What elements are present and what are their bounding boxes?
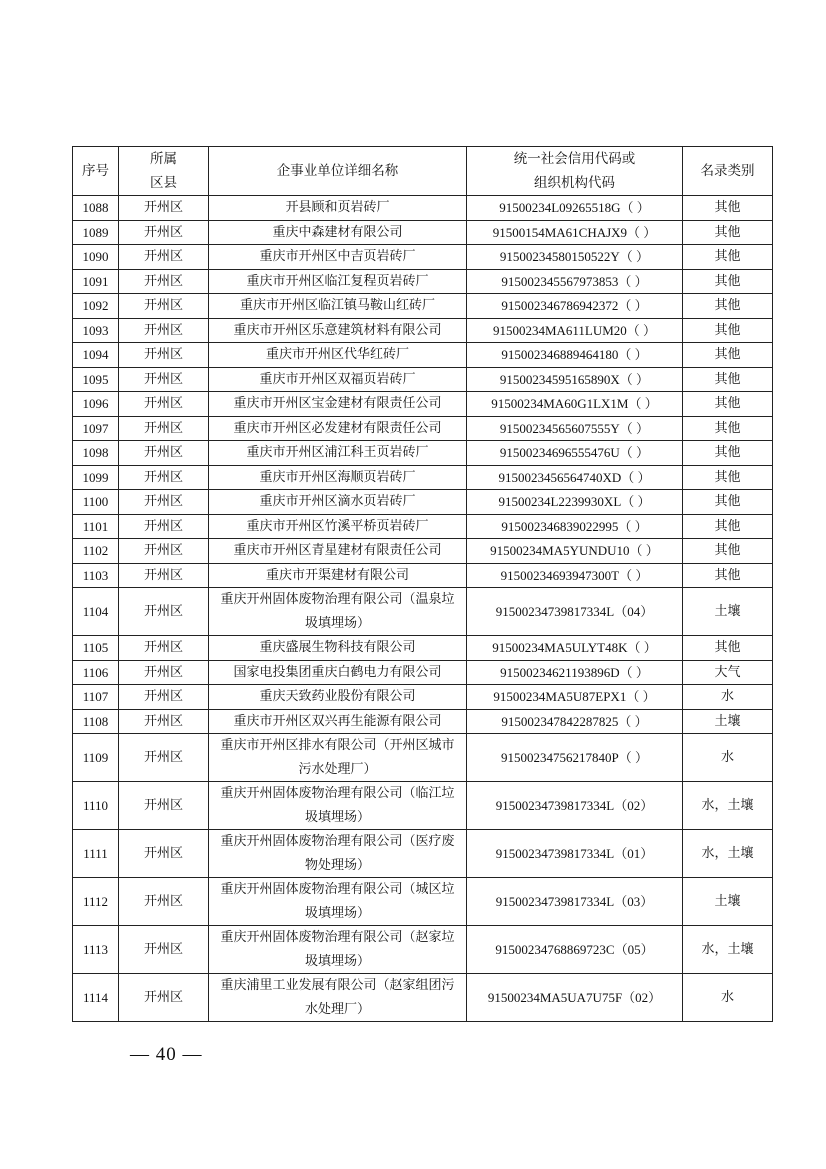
county-cell: 开州区 — [119, 734, 209, 782]
company-name-cell: 国家电投集团重庆白鹤电力有限公司 — [209, 660, 467, 685]
county-cell: 开州区 — [119, 269, 209, 294]
company-name-cell: 重庆中森建材有限公司 — [209, 220, 467, 245]
category-cell: 其他 — [683, 196, 773, 221]
serial-cell: 1095 — [73, 367, 119, 392]
serial-cell: 1106 — [73, 660, 119, 685]
credit-code-cell: 91500234565607555Y（ ） — [467, 416, 683, 441]
category-cell: 其他 — [683, 441, 773, 466]
category-cell: 水，土壤 — [683, 782, 773, 830]
company-name-cell: 重庆市开州区代华红砖厂 — [209, 343, 467, 368]
table-row — [73, 318, 773, 343]
serial-cell: 1102 — [73, 539, 119, 564]
company-name-cell: 重庆市开州区竹溪平桥页岩砖厂 — [209, 514, 467, 539]
company-name-cell: 重庆市开州区临江镇马鞍山红砖厂 — [209, 294, 467, 319]
county-cell: 开州区 — [119, 660, 209, 685]
company-name-cell: 重庆市开州区中吉页岩砖厂 — [209, 245, 467, 270]
table-row — [73, 367, 773, 392]
header-credit-code: 统一社会信用代码或 组织机构代码 — [467, 147, 683, 196]
credit-code-cell: 91500234MA611LUM20（ ） — [467, 318, 683, 343]
company-name-cell: 重庆市开州区排水有限公司（开州区城市污水处理厂） — [209, 734, 467, 782]
county-cell: 开州区 — [119, 343, 209, 368]
table-row — [73, 416, 773, 441]
table-row — [73, 878, 773, 926]
category-cell: 水，土壤 — [683, 830, 773, 878]
serial-cell: 1096 — [73, 392, 119, 417]
directory-table — [72, 146, 773, 1022]
credit-code-cell: 91500234L09265518G（ ） — [467, 196, 683, 221]
table-row — [73, 269, 773, 294]
table-row — [73, 636, 773, 661]
category-cell: 其他 — [683, 490, 773, 515]
category-cell: 水，土壤 — [683, 926, 773, 974]
category-cell: 其他 — [683, 416, 773, 441]
company-name-cell: 重庆市开州区青星建材有限责任公司 — [209, 539, 467, 564]
county-cell: 开州区 — [119, 588, 209, 636]
county-cell: 开州区 — [119, 636, 209, 661]
table-row — [73, 709, 773, 734]
serial-cell: 1101 — [73, 514, 119, 539]
category-cell: 其他 — [683, 514, 773, 539]
table-row — [73, 245, 773, 270]
credit-code-cell: 91500234595165890X（ ） — [467, 367, 683, 392]
credit-code-cell: 91500234L2239930XL（ ） — [467, 490, 683, 515]
table-row — [73, 465, 773, 490]
company-name-cell: 重庆开州固体废物治理有限公司（温泉垃圾填埋场） — [209, 588, 467, 636]
table-row — [73, 830, 773, 878]
company-name-cell: 重庆市开州区必发建材有限责任公司 — [209, 416, 467, 441]
category-cell: 其他 — [683, 294, 773, 319]
county-cell: 开州区 — [119, 220, 209, 245]
credit-code-cell: 91500234756217840P（ ） — [467, 734, 683, 782]
table-row — [73, 392, 773, 417]
category-cell: 其他 — [683, 220, 773, 245]
credit-code-cell: 91500154MA61CHAJX9（ ） — [467, 220, 683, 245]
serial-cell: 1092 — [73, 294, 119, 319]
serial-cell: 1097 — [73, 416, 119, 441]
table-row — [73, 685, 773, 710]
county-cell: 开州区 — [119, 294, 209, 319]
category-cell: 其他 — [683, 269, 773, 294]
serial-cell: 1093 — [73, 318, 119, 343]
company-name-cell: 重庆市开州区浦江科王页岩砖厂 — [209, 441, 467, 466]
category-cell: 土壤 — [683, 878, 773, 926]
county-cell: 开州区 — [119, 709, 209, 734]
serial-cell: 1099 — [73, 465, 119, 490]
credit-code-cell: 91500234768869723C（05） — [467, 926, 683, 974]
county-cell: 开州区 — [119, 563, 209, 588]
company-name-cell: 重庆开州固体废物治理有限公司（赵家垃圾填埋场） — [209, 926, 467, 974]
company-name-cell: 重庆市开州区海顺页岩砖厂 — [209, 465, 467, 490]
serial-cell: 1104 — [73, 588, 119, 636]
serial-cell: 1114 — [73, 974, 119, 1022]
county-cell: 开州区 — [119, 196, 209, 221]
county-cell: 开州区 — [119, 441, 209, 466]
company-name-cell: 重庆天致药业股份有限公司 — [209, 685, 467, 710]
table-row — [73, 734, 773, 782]
credit-code-cell: 91500234621193896D（ ） — [467, 660, 683, 685]
table-row — [73, 441, 773, 466]
county-cell: 开州区 — [119, 926, 209, 974]
credit-code-cell: 91500234MA5ULYT48K（ ） — [467, 636, 683, 661]
credit-code-cell: 91500234739817334L（02） — [467, 782, 683, 830]
company-name-cell: 重庆市开州区临江复程页岩砖厂 — [209, 269, 467, 294]
county-cell: 开州区 — [119, 782, 209, 830]
serial-cell: 1107 — [73, 685, 119, 710]
serial-cell: 1111 — [73, 830, 119, 878]
serial-cell: 1100 — [73, 490, 119, 515]
table-row — [73, 660, 773, 685]
company-name-cell: 重庆市开州区双福页岩砖厂 — [209, 367, 467, 392]
county-cell: 开州区 — [119, 514, 209, 539]
table-row — [73, 514, 773, 539]
credit-code-cell: 9150023456564740XD（ ） — [467, 465, 683, 490]
county-cell: 开州区 — [119, 245, 209, 270]
category-cell: 其他 — [683, 318, 773, 343]
serial-cell: 1108 — [73, 709, 119, 734]
serial-cell: 1088 — [73, 196, 119, 221]
header-company-name: 企事业单位详细名称 — [209, 147, 467, 196]
credit-code-cell: 91500234739817334L（01） — [467, 830, 683, 878]
serial-cell: 1103 — [73, 563, 119, 588]
company-name-cell: 重庆市开州区乐意建筑材料有限公司 — [209, 318, 467, 343]
county-cell: 开州区 — [119, 318, 209, 343]
table-row — [73, 563, 773, 588]
credit-code-cell: 91500234580150522Y（ ） — [467, 245, 683, 270]
serial-cell: 1089 — [73, 220, 119, 245]
table-row — [73, 294, 773, 319]
serial-cell: 1113 — [73, 926, 119, 974]
category-cell: 大气 — [683, 660, 773, 685]
table-row — [73, 926, 773, 974]
serial-cell: 1090 — [73, 245, 119, 270]
category-cell: 其他 — [683, 343, 773, 368]
table-row — [73, 539, 773, 564]
credit-code-cell: 91500234739817334L（04） — [467, 588, 683, 636]
credit-code-cell: 915002347842287825（ ） — [467, 709, 683, 734]
header-serial: 序号 — [73, 147, 119, 196]
category-cell: 其他 — [683, 465, 773, 490]
company-name-cell: 重庆开州固体废物治理有限公司（医疗废物处理场） — [209, 830, 467, 878]
table-row — [73, 782, 773, 830]
table-row — [73, 974, 773, 1022]
serial-cell: 1112 — [73, 878, 119, 926]
table-row — [73, 343, 773, 368]
county-cell: 开州区 — [119, 465, 209, 490]
category-cell: 水 — [683, 685, 773, 710]
category-cell: 其他 — [683, 245, 773, 270]
table-row — [73, 220, 773, 245]
credit-code-cell: 91500234MA5UA7U75F（02） — [467, 974, 683, 1022]
county-cell: 开州区 — [119, 392, 209, 417]
table-header-row — [73, 147, 773, 196]
company-name-cell: 重庆市开州区滴水页岩砖厂 — [209, 490, 467, 515]
county-cell: 开州区 — [119, 539, 209, 564]
company-name-cell: 重庆开州固体废物治理有限公司（临江垃圾填埋场） — [209, 782, 467, 830]
company-name-cell: 重庆盛展生物科技有限公司 — [209, 636, 467, 661]
credit-code-cell: 91500234MA5U87EPX1（ ） — [467, 685, 683, 710]
county-cell: 开州区 — [119, 974, 209, 1022]
table-row — [73, 588, 773, 636]
county-cell: 开州区 — [119, 685, 209, 710]
serial-cell: 1110 — [73, 782, 119, 830]
category-cell: 水 — [683, 734, 773, 782]
serial-cell: 1105 — [73, 636, 119, 661]
header-county: 所属 区县 — [119, 147, 209, 196]
category-cell: 土壤 — [683, 588, 773, 636]
category-cell: 土壤 — [683, 709, 773, 734]
company-name-cell: 重庆开州固体废物治理有限公司（城区垃圾填埋场） — [209, 878, 467, 926]
company-name-cell: 重庆市开渠建材有限公司 — [209, 563, 467, 588]
credit-code-cell: 91500234MA5YUNDU10（ ） — [467, 539, 683, 564]
category-cell: 其他 — [683, 563, 773, 588]
credit-code-cell: 915002346889464180（ ） — [467, 343, 683, 368]
category-cell: 其他 — [683, 636, 773, 661]
serial-cell: 1091 — [73, 269, 119, 294]
credit-code-cell: 915002346839022995（ ） — [467, 514, 683, 539]
county-cell: 开州区 — [119, 490, 209, 515]
table-row — [73, 490, 773, 515]
category-cell: 水 — [683, 974, 773, 1022]
company-name-cell: 重庆浦里工业发展有限公司（赵家组团污水处理厂） — [209, 974, 467, 1022]
county-cell: 开州区 — [119, 367, 209, 392]
category-cell: 其他 — [683, 367, 773, 392]
company-name-cell: 开县顾和页岩砖厂 — [209, 196, 467, 221]
serial-cell: 1098 — [73, 441, 119, 466]
page-number: — 40 — — [130, 1044, 203, 1065]
serial-cell: 1094 — [73, 343, 119, 368]
credit-code-cell: 915002346786942372（ ） — [467, 294, 683, 319]
category-cell: 其他 — [683, 392, 773, 417]
table-body — [73, 196, 773, 1022]
company-name-cell: 重庆市开州区宝金建材有限责任公司 — [209, 392, 467, 417]
credit-code-cell: 91500234739817334L（03） — [467, 878, 683, 926]
credit-code-cell: 91500234MA60G1LX1M（ ） — [467, 392, 683, 417]
table-row — [73, 196, 773, 221]
credit-code-cell: 91500234693947300T（ ） — [467, 563, 683, 588]
county-cell: 开州区 — [119, 878, 209, 926]
company-name-cell: 重庆市开州区双兴再生能源有限公司 — [209, 709, 467, 734]
credit-code-cell: 91500234696555476U（ ） — [467, 441, 683, 466]
county-cell: 开州区 — [119, 830, 209, 878]
category-cell: 其他 — [683, 539, 773, 564]
serial-cell: 1109 — [73, 734, 119, 782]
credit-code-cell: 915002345567973853（ ） — [467, 269, 683, 294]
county-cell: 开州区 — [119, 416, 209, 441]
header-category: 名录类别 — [683, 147, 773, 196]
